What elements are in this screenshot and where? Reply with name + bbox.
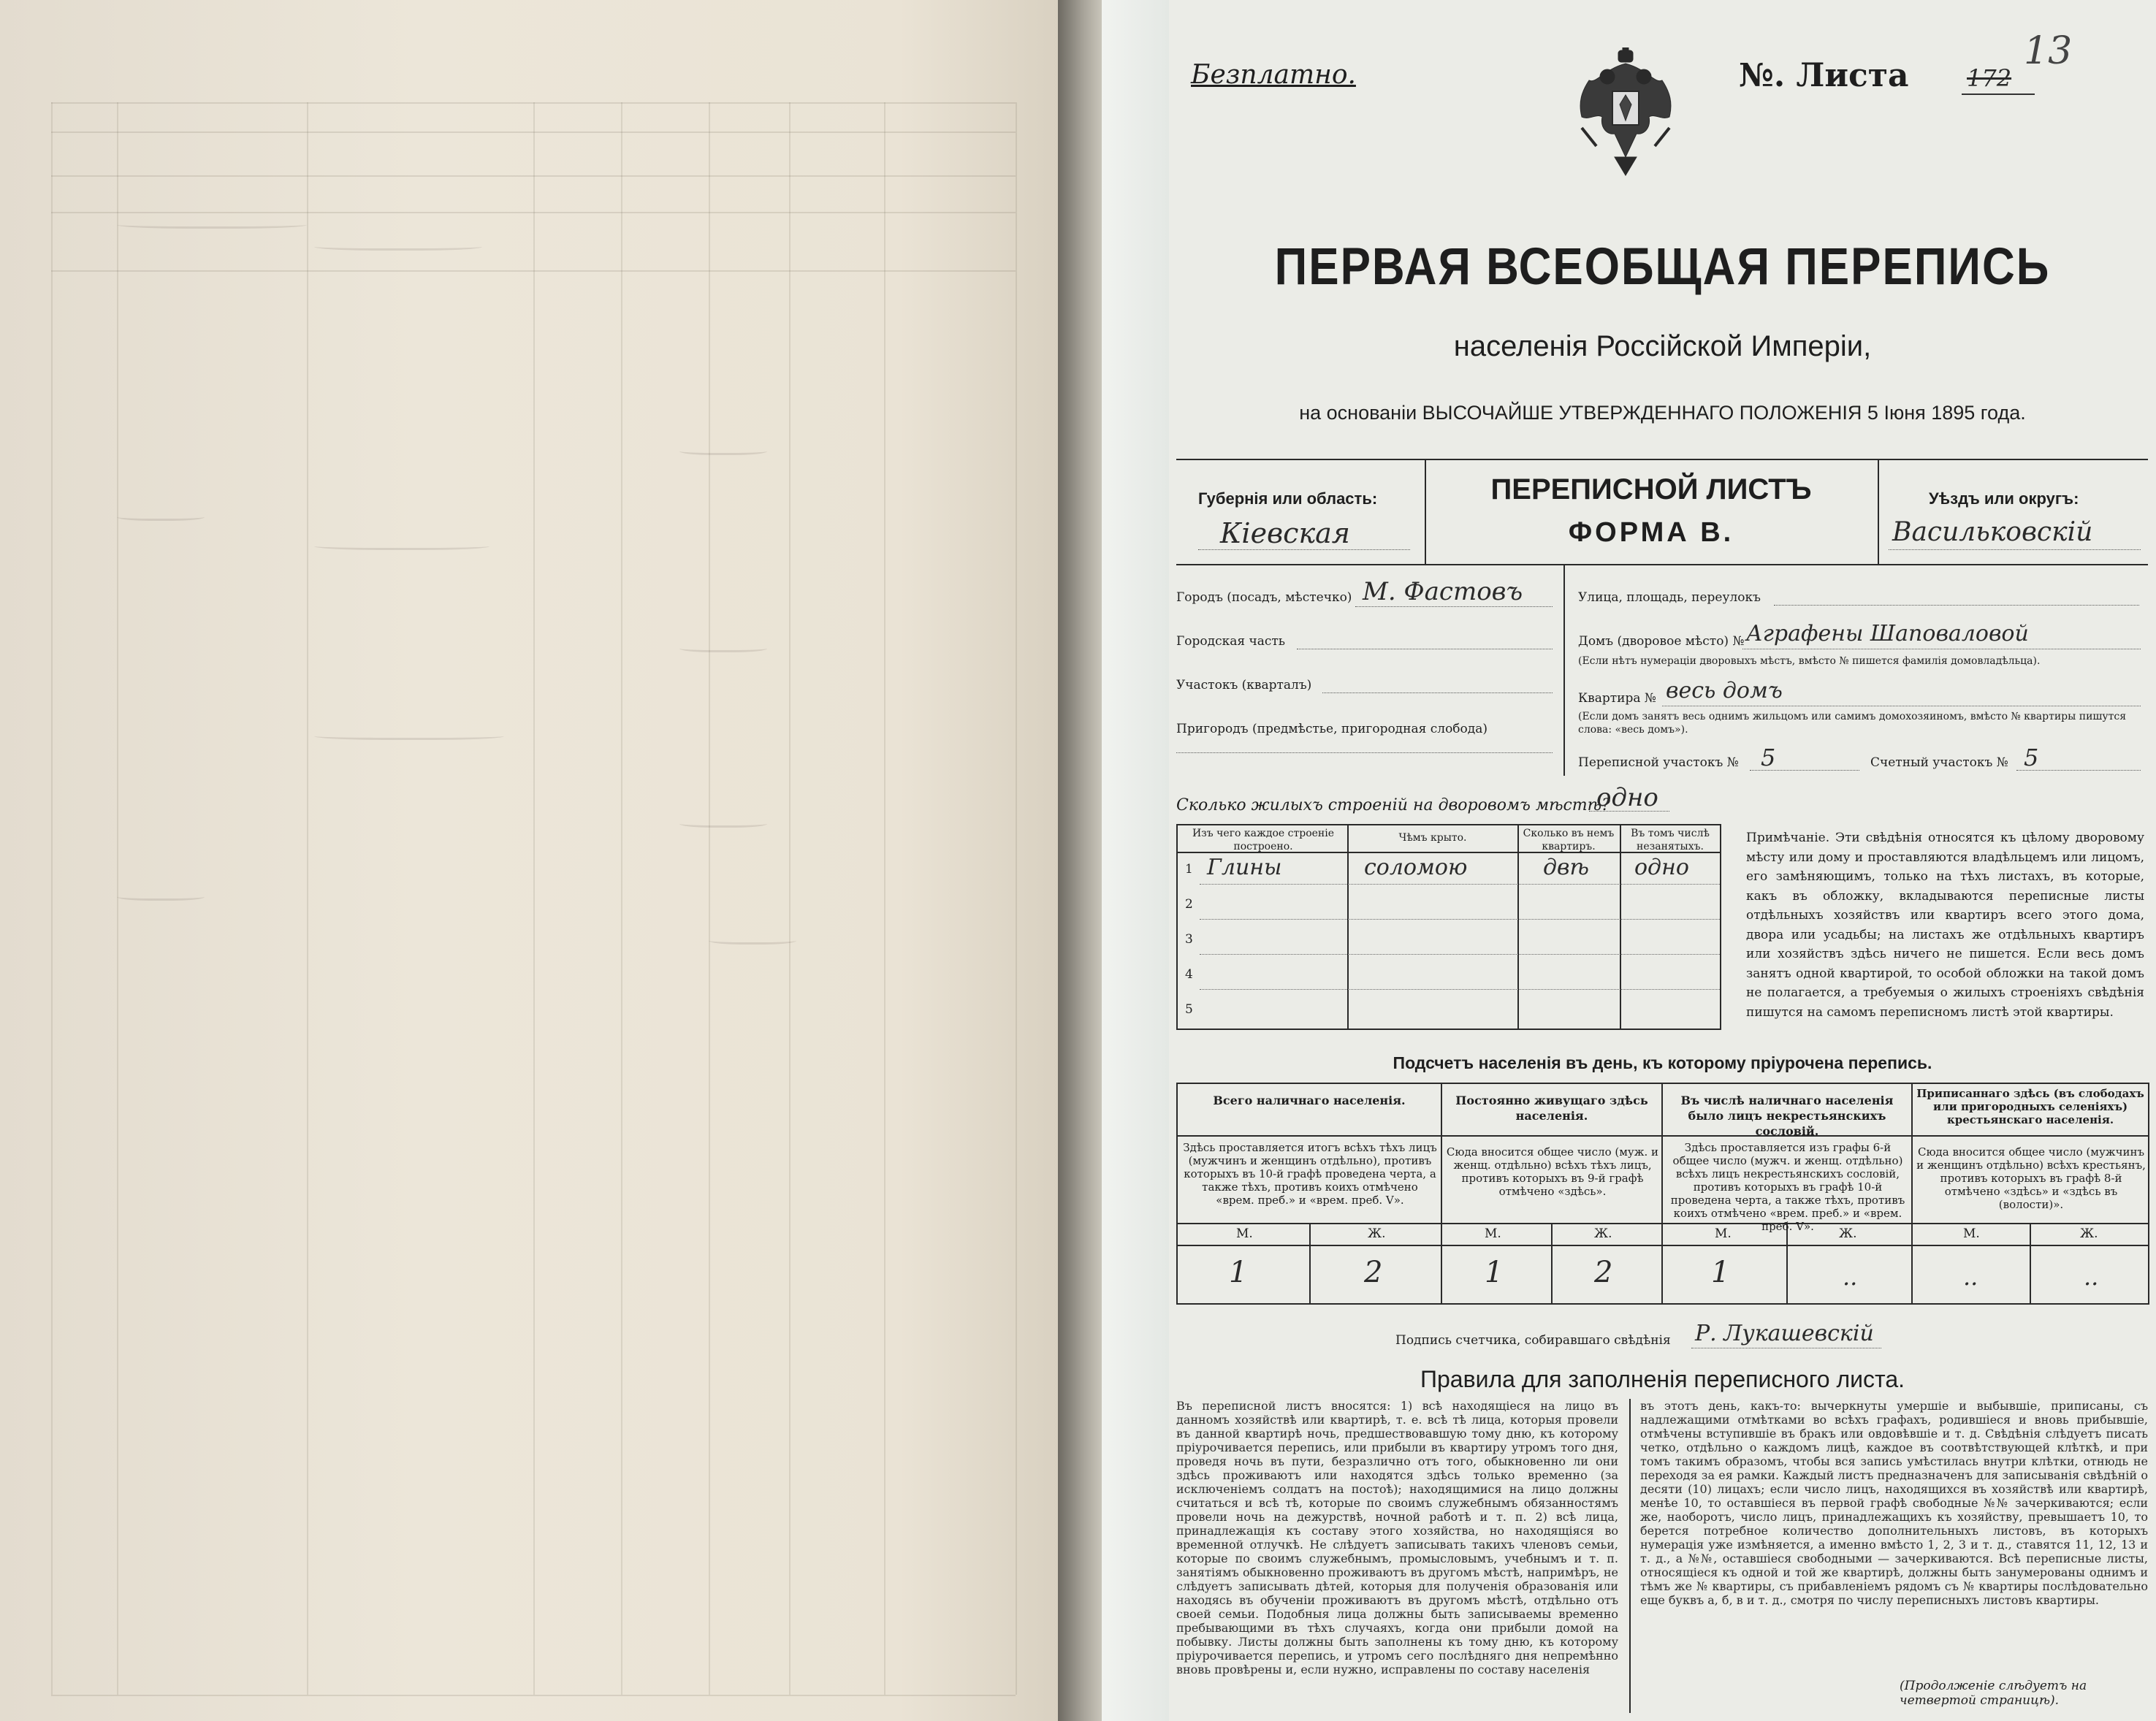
- count-divider-2: [1661, 1084, 1663, 1303]
- female-label: Ж.: [1839, 1226, 1857, 1241]
- counting-district-line: [2016, 770, 2141, 771]
- bleed-through-handwriting: [117, 891, 205, 901]
- total-present-female: 2: [1364, 1256, 1383, 1289]
- male-label: М.: [1236, 1226, 1253, 1241]
- census-form-page: [1169, 0, 2156, 1721]
- bleed-through-handwriting: [679, 818, 767, 828]
- buildings-note: Примѣчаніе. Эти свѣдѣнія относятся къ цѣлому дворовому мѣсту или дому и проставляются владѣльцемъ или лицомъ, его замѣняющимъ, только на тѣхъ листахъ, въ которые, какъ въ обложку, вкладываются переписные листы отдѣльныхъ хозяйствъ или квартиръ всего этого дома, двора или усадьбы; на листахъ же отдѣльныхъ квартиръ или хозяйствъ здѣсь ничего не пишется. Если весь домъ занятъ одной квартирой, то особой обложки на такой домъ не полагается, а требуемыя о жилыхъ строеніяхъ свѣдѣнія пишутся на самомъ переписномъ листѣ этой квартиры.: [1746, 831, 2144, 1020]
- sheet-number-struck: 172: [1967, 64, 2012, 92]
- non-peasant-male: 1: [1711, 1256, 1730, 1289]
- row-number: 4: [1185, 967, 1193, 982]
- count-col-2-head: Постоянно живущаго здѣсь населенія.: [1455, 1094, 1648, 1123]
- census-district-label: Переписной участокъ №: [1578, 755, 1739, 770]
- count-divider-3: [1911, 1084, 1913, 1303]
- male-label: М.: [1485, 1226, 1501, 1241]
- permanent-female: 2: [1594, 1256, 1613, 1289]
- row-rule: [1200, 954, 1720, 955]
- row-rule: [1200, 989, 1720, 990]
- house-value: Аграфены Шаповаловой: [1746, 621, 2029, 646]
- bleed-through-handwriting: [314, 541, 490, 550]
- bleed-through-handwriting: [117, 511, 205, 521]
- sheet-number-corner: 13: [2024, 29, 2073, 73]
- census-district-line: [1750, 770, 1859, 771]
- row-rule: [1200, 919, 1720, 920]
- house-label: Домъ (дворовое мѣсто) №: [1578, 634, 1745, 649]
- inserted-paper-strip: [1102, 0, 1169, 1721]
- count-mf-split-1: [1309, 1223, 1311, 1303]
- peasant-male: ..: [1963, 1263, 1978, 1291]
- permanent-male: 1: [1485, 1256, 1504, 1289]
- buildings-answer-line: [1589, 811, 1669, 812]
- table-row: [1178, 887, 1720, 922]
- building-roof: соломою: [1364, 855, 1468, 880]
- bleed-through-rule: [51, 1695, 1016, 1696]
- precinct-label: Участокъ (кварталъ): [1176, 678, 1312, 692]
- city-part-label: Городская часть: [1176, 634, 1286, 649]
- bleed-through-column: [884, 102, 885, 1695]
- row-number: 3: [1185, 932, 1193, 947]
- rules-divider: [1629, 1399, 1631, 1713]
- row-number: 5: [1185, 1002, 1193, 1017]
- census-district-value: 5: [1761, 744, 1776, 771]
- rules-title: Правила для заполненія переписного листа.: [1420, 1366, 1905, 1392]
- count-col-4-head: Приписаннаго здѣсь (въ слободахъ или пригородныхъ селеніяхъ) крестьянскаго населенія.: [1916, 1087, 2144, 1126]
- count-col-2-desc: Сюда вносится общее число (муж. и женщ. отдѣльно) всѣхъ тѣхъ лицъ, противъ которыхъ въ 9-й графѣ отмѣчено «здѣсь».: [1446, 1145, 1659, 1198]
- bleed-through-column: [51, 102, 53, 1695]
- street-line: [1774, 605, 2139, 606]
- bleed-through-handwriting: [117, 219, 307, 229]
- count-mf-rule: [1178, 1245, 2148, 1246]
- suburb-line: [1176, 752, 1553, 753]
- building-apartments: двѣ: [1543, 855, 1589, 880]
- table-row: [1178, 957, 1720, 992]
- bleed-through-handwriting: [679, 446, 767, 455]
- count-col-1-desc: Здѣсь проставляется итогъ всѣхъ тѣхъ лицъ (мужчинъ и женщинъ отдѣльно), противъ которыхъ въ 10-й графѣ проведена черта, а также тѣхъ, противъ коихъ отмѣчено «врем. преб.» и «врем. преб. V».: [1183, 1141, 1437, 1207]
- bleed-through-column: [117, 102, 118, 1695]
- female-label: Ж.: [1594, 1226, 1612, 1241]
- signature-label: Подпись счетчика, собиравшаго свѣдѣнія: [1395, 1333, 1671, 1348]
- apartment-note: (Если домъ занятъ весь однимъ жильцомъ или самимъ домохозяиномъ, вмѣсто № квартиры пишутся слова: «весь домъ»).: [1578, 711, 2127, 736]
- gubernia-label: Губернія или область:: [1198, 489, 1378, 508]
- buildings-answer: одно: [1596, 783, 1658, 812]
- count-col-1-head: Всего наличнаго населенія.: [1213, 1094, 1406, 1107]
- table-row: [1178, 852, 1720, 887]
- uezd-label: Уѣздъ или округъ:: [1929, 489, 2079, 508]
- free-label: Безплатно.: [1191, 60, 1356, 90]
- signature-value: Р. Лукашевскій: [1695, 1321, 1874, 1346]
- total-present-male: 1: [1229, 1256, 1248, 1289]
- female-label: Ж.: [1368, 1226, 1386, 1241]
- count-head-rule: [1178, 1135, 2148, 1137]
- count-mf-split-4: [2030, 1223, 2031, 1303]
- buildings-col-roof: Чѣмъ крыто.: [1398, 832, 1467, 844]
- bleed-through-handwriting: [314, 241, 482, 251]
- gubernia-line: [1198, 549, 1410, 550]
- buildings-col-vacant: Въ томъ числѣ незанятыхъ.: [1631, 828, 1710, 852]
- main-title: ПЕРВАЯ ВСЕОБЩАЯ ПЕРЕПИСЬ: [1274, 237, 2051, 297]
- bleed-through-column: [1016, 102, 1017, 1695]
- count-title: Подсчетъ населенія въ день, къ которому пріурочена перепись.: [1393, 1053, 1932, 1072]
- bleed-through-handwriting: [314, 730, 504, 740]
- header-rule-top: [1176, 459, 2148, 460]
- row-rule: [1200, 884, 1720, 885]
- count-table: [1176, 1083, 2149, 1305]
- legal-basis-line: на основаніи ВЫСОЧАЙШЕ УТВЕРЖДЕННАГО ПОЛОЖЕНІЯ 5 Іюня 1895 года.: [1299, 402, 2026, 424]
- double-headed-eagle-icon: [1574, 47, 1677, 179]
- form-label: ФОРМА В.: [1568, 517, 1734, 548]
- bleed-through-column: [307, 102, 308, 1695]
- table-row: [1178, 992, 1720, 1027]
- sheet-number-underline: [1962, 94, 2035, 95]
- sheet-title: ПЕРЕПИСНОЙ ЛИСТЪ: [1490, 473, 1812, 505]
- city-label: Городъ (посадъ, мѣстечко): [1176, 590, 1352, 605]
- subtitle: населенія Россійской Имперіи,: [1453, 330, 1872, 362]
- buildings-question: Сколько жилыхъ строеній на дворовомъ мѣстѣ?: [1176, 796, 1610, 814]
- gubernia-value: Кіевская: [1220, 517, 1350, 549]
- row-number: 1: [1185, 862, 1193, 877]
- bleed-through-handwriting: [679, 643, 767, 652]
- count-mf-split-2: [1551, 1223, 1553, 1303]
- uezd-value: Васильковскій: [1892, 517, 2093, 547]
- uezd-line: [1889, 549, 2141, 550]
- book-binding: [1058, 0, 1102, 1721]
- location-divider: [1563, 564, 1565, 776]
- count-col-3-desc: Здѣсь проставляется изъ графы 6-й общее число (мужч. и женщ. отдѣльно) всѣхъ лицъ некрестьянскихъ сословій, противъ которыхъ въ графѣ 10-й проведена черта, а также тѣхъ, противъ коихъ отмѣчено «врем. преб.» и «врем. преб. V».: [1670, 1141, 1905, 1233]
- house-note: (Если нѣтъ нумераціи дворовыхъ мѣстъ, вмѣсто № пишется фамилія домовладѣльца).: [1578, 655, 2041, 667]
- count-col-4-desc: Сюда вносится общее число (мужчинъ и женщинъ отдѣльно) всѣхъ крестьянъ, противъ которыхъ въ графѣ 8-й отмѣчено «здѣсь» и «здѣсь въ (волости)».: [1916, 1145, 2146, 1211]
- city-value: М. Фастовъ: [1363, 577, 1523, 606]
- header-divider-right: [1878, 459, 1879, 564]
- count-col-3-head: Въ числѣ наличнаго населенія было лицъ некрестьянскихъ сословій.: [1680, 1094, 1894, 1138]
- building-material: Глины: [1207, 855, 1282, 880]
- buildings-col-material: Изъ чего каждое строеніе построено.: [1192, 828, 1335, 852]
- buildings-table: [1176, 824, 1721, 1030]
- suburb-label: Пригородъ (предмѣстье, пригородная слобода): [1176, 722, 1488, 736]
- city-line: [1355, 606, 1553, 607]
- counting-district-label: Счетный участокъ №: [1870, 755, 2008, 770]
- bleed-through-column: [621, 102, 622, 1695]
- table-row: [1178, 922, 1720, 957]
- buildings-rows: [1178, 852, 1720, 1029]
- precinct-line: [1322, 692, 1553, 693]
- non-peasant-female: ..: [1843, 1263, 1858, 1291]
- left-page-verso: [0, 0, 1058, 1721]
- street-label: Улица, площадь, переулокъ: [1578, 590, 1761, 605]
- sheet-number-label: №. Листа: [1739, 57, 1909, 94]
- peasant-female: ..: [2084, 1263, 2099, 1291]
- count-divider-1: [1441, 1084, 1442, 1303]
- buildings-col-apartments: Сколько въ немъ квартиръ.: [1523, 828, 1615, 852]
- bleed-through-column: [789, 102, 791, 1695]
- rules-column-2: въ этотъ день, какъ-то: вычеркнуты умершіе и выбывшіе, приписаны, съ надлежащими отмѣтками во всѣхъ графахъ, родившіеся и вновь прибывшіе, отмѣчены вступившіе въ бракъ или овдовѣвшіе и т. д. Свѣдѣнія слѣдуетъ писать четко, отдѣльно о каждомъ лицѣ, каждое въ соотвѣтствующей клѣткѣ, и при томъ такимъ образомъ, чтобы вся запись умѣстилась внутри клѣтки, отнюдь не переходя за ея рамки. Каждый листъ предназначенъ для записыванія свѣдѣній о десяти (10) лицахъ; если число лицъ, находящихся въ хозяйствѣ или квартирѣ, менѣе 10, то оставшіеся въ первой графѣ свободные №№ зачеркиваются; если же, наоборотъ, число лицъ, принадлежащихъ къ хозяйству, превышаетъ 10, то берется потребное количество дополнительныхъ листовъ, въ которыхъ нумерація уже измѣняется, а именно вмѣсто 1, 2, 3 и т. д., ставятся 11, 12, 13 и т. д., а №№, оставшіеся свободными — зачеркиваются. Всѣ переписные листы, относящіеся къ одной и той же квартирѣ, должны быть занумерованы однимъ и тѣмъ же № квартиры, съ прибавленіемъ рядомъ съ № квартиры послѣдовательно еще буквъ а, б, в и т. д., смотря по числу переписныхъ листовъ квартиры.: [1640, 1399, 2148, 1607]
- male-label: М.: [1963, 1226, 1980, 1241]
- rules-column-1: Въ переписной листъ вносятся: 1) всѣ находящіеся на лицо въ данномъ хозяйствѣ или квартирѣ, т. е. всѣ тѣ лица, которыя провели въ данной квартирѣ ночь, предшествовавшую тому дню, къ которому пріурочивается перепись, или прибыли въ квартиру утромъ того дня, проведя ночь въ пути, безразлично отъ того, обыкновенно ли они здѣсь проживаютъ или находятся здѣсь только временно (за исключеніемъ солдатъ на постоѣ); находящимися на лицо должны считаться и всѣ тѣ, которые по своимъ служебнымъ обязанностямъ провели ночь на дежурствѣ, ночной работѣ и т. п. 2) всѣ лица, принадлежащія къ составу этого хозяйства, но находящіяся во временной отлучкѣ. Не слѣдуетъ записывать такихъ членовъ семьи, которые по своимъ служебнымъ, промысловымъ, учебнымъ и т. п. занятіямъ обыкновенно проживаютъ въ другомъ мѣстѣ, напримѣръ, не слѣдуетъ записывать дѣтей, которыя для полученія образованія или находясь въ обученіи проживаютъ въ другомъ мѣстѣ, отдѣльно отъ своей семьи. Подобныя лица должны быть записываемы временно пребывающими въ тѣхъ случаяхъ, когда они прибыли домой на побывку. Листы должны быть заполнены къ тому дню, къ которому пріурочивается перепись, и утромъ сего послѣдняго дня непремѣнно вновь провѣрены и, если нужно, исправлены по составу населенія: [1176, 1399, 1618, 1676]
- count-mf-split-3: [1786, 1223, 1788, 1303]
- bleed-through-handwriting: [709, 935, 796, 945]
- apartment-value: весь домъ: [1666, 678, 1783, 703]
- female-label: Ж.: [2080, 1226, 2098, 1241]
- count-desc-rule: [1178, 1223, 2148, 1224]
- row-number: 2: [1185, 897, 1193, 912]
- bleed-through-column: [709, 102, 710, 1695]
- rules-continued-note: (Продолженіе слѣдуетъ на четвертой страницѣ).: [1900, 1679, 2087, 1708]
- building-vacant: одно: [1634, 855, 1689, 880]
- bleed-through-grid: [51, 102, 1016, 1695]
- header-rule-bottom: [1176, 564, 2148, 565]
- male-label: М.: [1715, 1226, 1732, 1241]
- counting-district-value: 5: [2024, 744, 2039, 771]
- apartment-label: Квартира №: [1578, 691, 1656, 706]
- bleed-through-column: [533, 102, 535, 1695]
